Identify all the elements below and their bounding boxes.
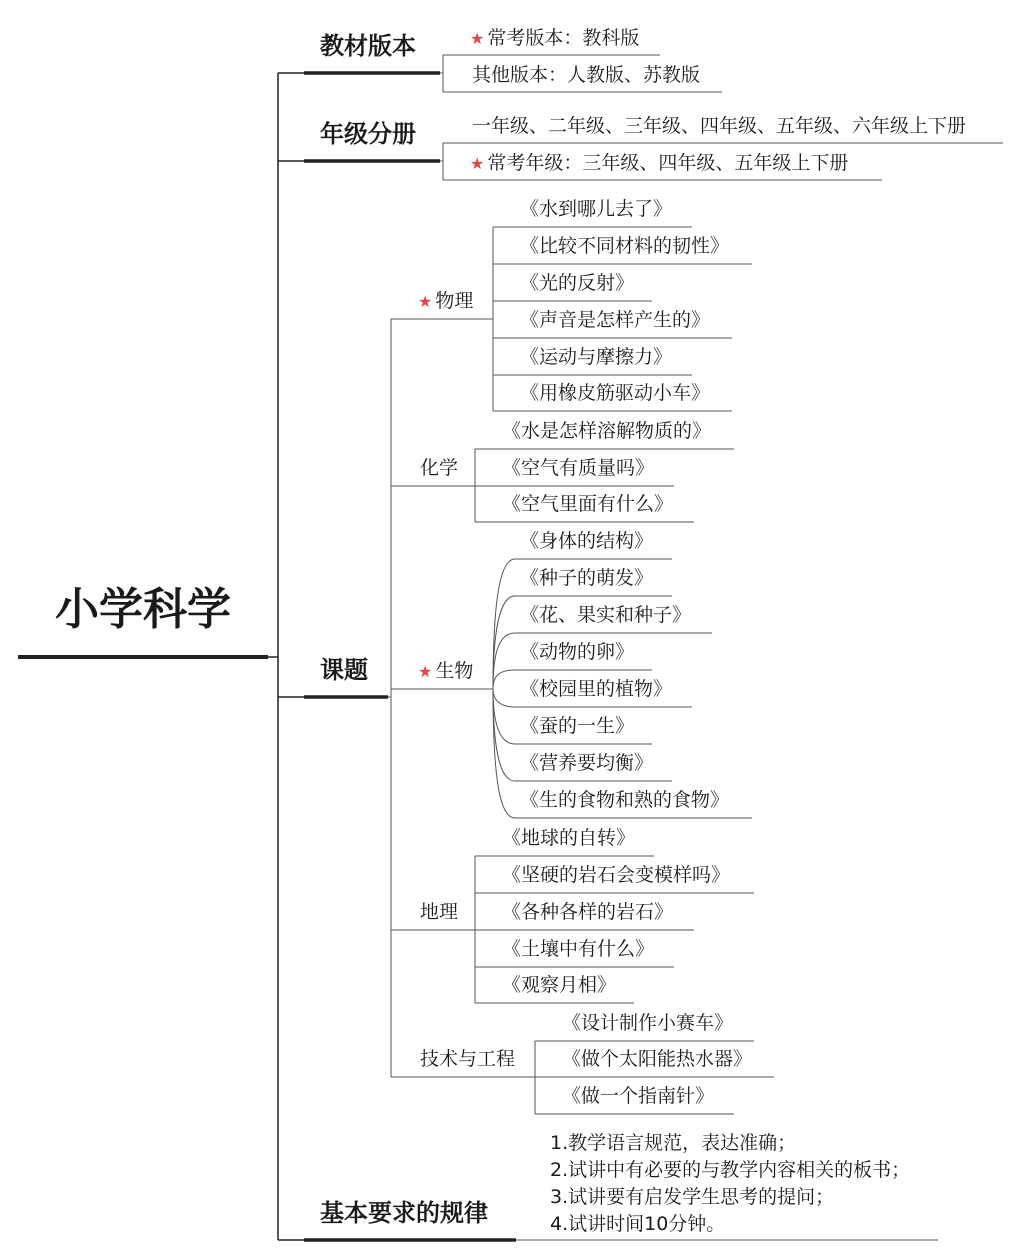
list-item: 《空气有质量吗》 (502, 457, 655, 479)
list-item: 《种子的萌发》 (520, 567, 654, 589)
list-item: 《光的反射》 (520, 272, 635, 294)
list-item: 《水到哪儿去了》 (520, 198, 673, 220)
requirement-item: 4.试讲时间10分钟。 (550, 1213, 726, 1235)
category-topics: 课题 (320, 656, 368, 684)
list-item: 《空气里面有什么》 (502, 493, 674, 515)
list-item: ★ 常考年级：三年级、四年级、五年级上下册 (470, 152, 849, 174)
category-grades: 年级分册 (320, 120, 416, 148)
list-item: 《做个太阳能热水器》 (562, 1048, 753, 1070)
list-item: 《设计制作小赛车》 (562, 1012, 734, 1034)
list-item: 其他版本：人教版、苏教版 (472, 64, 701, 86)
list-item: 《地球的自转》 (502, 827, 636, 849)
star-icon: ★ (418, 292, 433, 311)
subcategory-physics: ★ 物理 (418, 290, 474, 312)
star-icon: ★ (418, 662, 433, 681)
list-item: 《声音是怎样产生的》 (520, 309, 711, 331)
list-item: 《水是怎样溶解物质的》 (502, 420, 712, 442)
list-item: 《动物的卵》 (520, 641, 635, 663)
list-item: 《花、果实和种子》 (520, 604, 692, 626)
subcategory-geography: 地理 (420, 901, 459, 923)
list-item: 《观察月相》 (502, 974, 617, 996)
list-item: 《蚕的一生》 (520, 715, 635, 737)
list-item: 一年级、二年级、三年级、四年级、五年级、六年级上下册 (472, 115, 967, 137)
list-item: 《土壤中有什么》 (502, 938, 655, 960)
list-item: 《校园里的植物》 (520, 678, 673, 700)
subcategory-technology: 技术与工程 (420, 1048, 516, 1070)
subcategory-biology: ★ 生物 (418, 660, 474, 682)
list-item: 《生的食物和熟的食物》 (520, 789, 730, 811)
list-item: 《各种各样的岩石》 (502, 901, 674, 923)
star-icon: ★ (470, 154, 485, 173)
list-item: 《身体的结构》 (520, 530, 654, 552)
list-item: 《做一个指南针》 (562, 1085, 715, 1107)
subcategory-chemistry: 化学 (420, 457, 459, 479)
list-item: 《比较不同材料的韧性》 (520, 235, 730, 257)
list-item: 《用橡皮筋驱动小车》 (520, 382, 711, 404)
requirement-item: 3.试讲要有启发学生思考的提问； (550, 1186, 835, 1208)
list-item: ★ 常考版本：教科版 (470, 27, 640, 49)
list-item: 《坚硬的岩石会变模样吗》 (502, 864, 731, 886)
requirement-item: 1.教学语言规范，表达准确； (550, 1132, 797, 1154)
category-requirements: 基本要求的规律 (320, 1199, 488, 1227)
list-item: 《营养要均衡》 (520, 752, 654, 774)
root-topic: 小学科学 (55, 584, 231, 635)
requirement-item: 2.试讲中有必要的与教学内容相关的板书； (550, 1159, 911, 1181)
star-icon: ★ (470, 29, 485, 48)
category-textbook: 教材版本 (320, 32, 416, 60)
list-item: 《运动与摩擦力》 (520, 346, 673, 368)
